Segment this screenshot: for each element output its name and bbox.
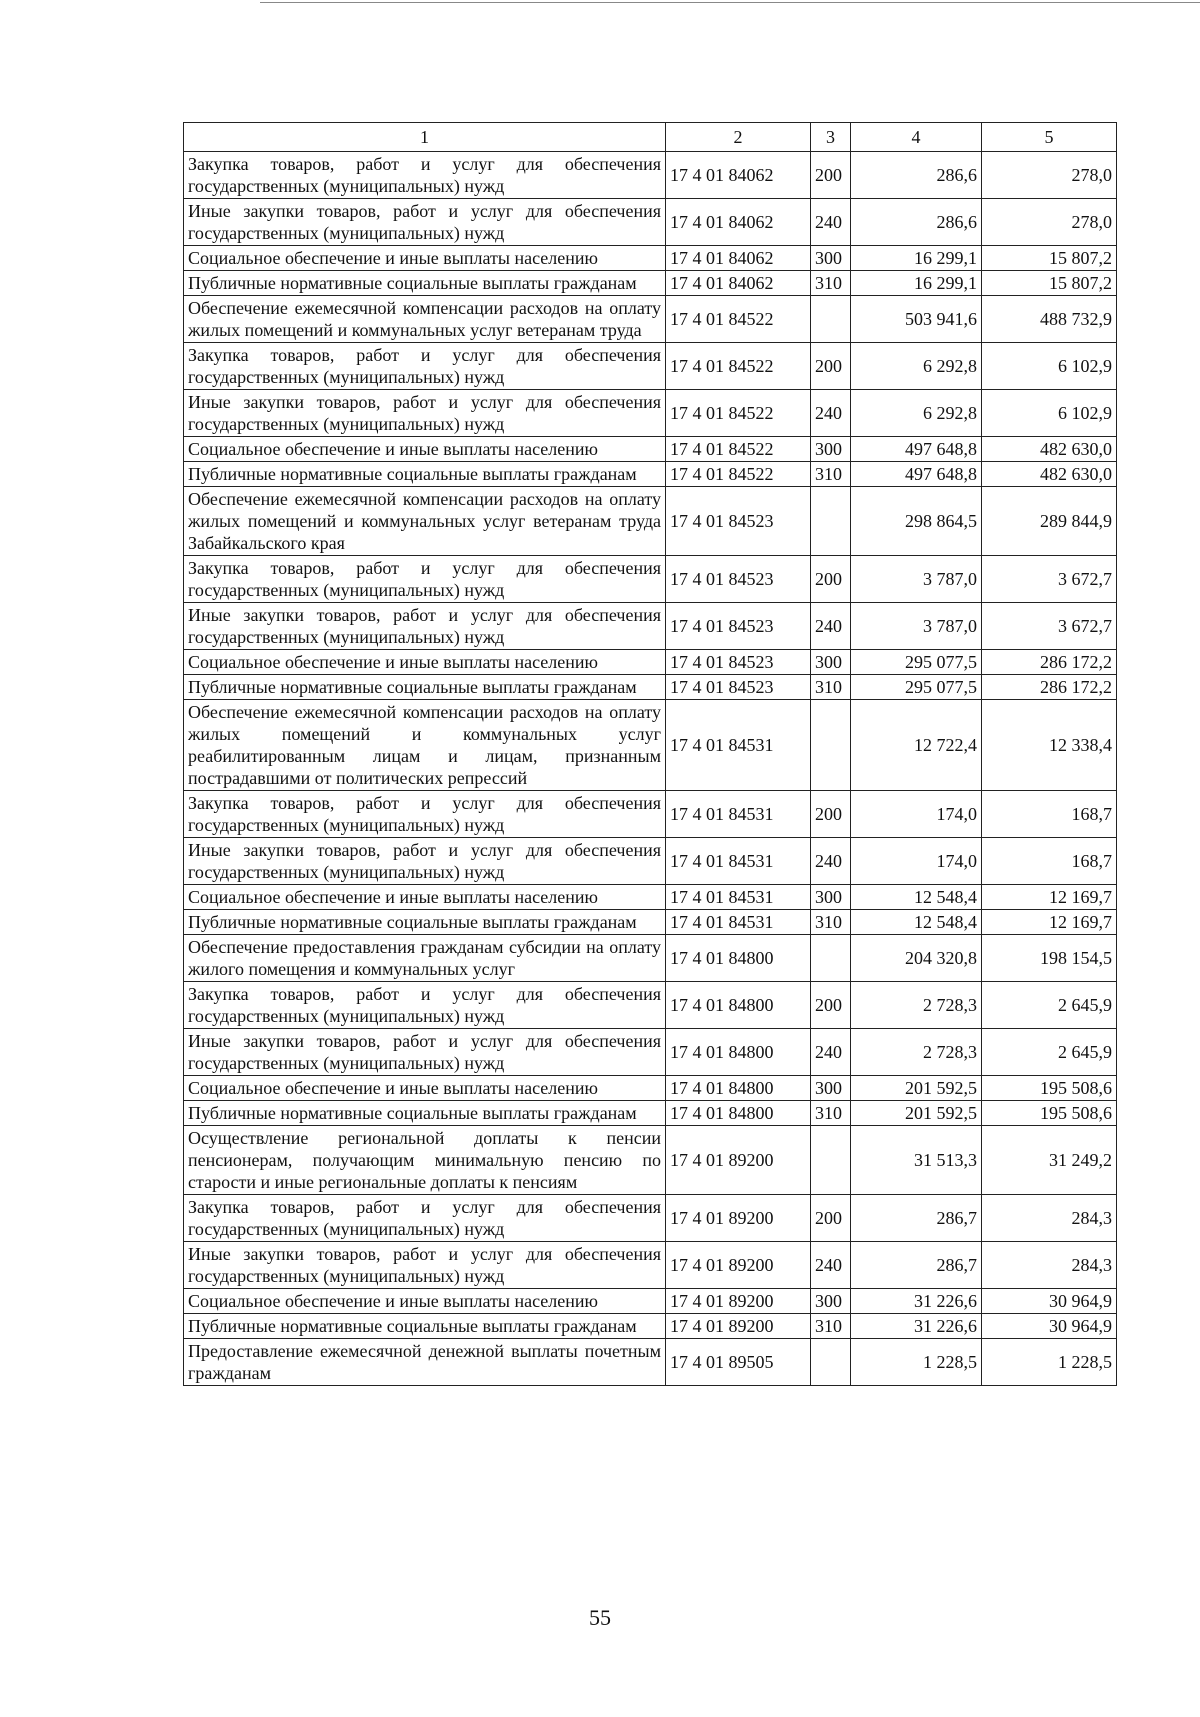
top-rule	[260, 2, 1200, 3]
row-value-col4: 31 226,6	[851, 1289, 982, 1314]
row-name: Социальное обеспечение и иные выплаты населению	[184, 885, 666, 910]
row-value-col5: 12 169,7	[982, 910, 1117, 935]
row-value-col4: 174,0	[851, 791, 982, 838]
row-value-col4: 286,6	[851, 199, 982, 246]
row-type	[811, 1126, 851, 1195]
row-type: 310	[811, 910, 851, 935]
row-name: Публичные нормативные социальные выплаты гражданам	[184, 910, 666, 935]
budget-table	[183, 122, 1117, 1386]
row-value-col4: 286,7	[851, 1195, 982, 1242]
table-row	[184, 603, 1117, 650]
table-row	[184, 885, 1117, 910]
row-name: Социальное обеспечение и иные выплаты населению	[184, 650, 666, 675]
row-name: Закупка товаров, работ и услуг для обеспечения государственных (муниципальных) нужд	[184, 982, 666, 1029]
row-code: 17 4 01 84523	[666, 675, 811, 700]
row-code: 17 4 01 89200	[666, 1195, 811, 1242]
table-row	[184, 1242, 1117, 1289]
table-row	[184, 910, 1117, 935]
row-value-col5: 482 630,0	[982, 462, 1117, 487]
row-value-col4: 1 228,5	[851, 1339, 982, 1386]
column-header-4: 4	[851, 123, 982, 152]
table-row	[184, 390, 1117, 437]
row-type: 200	[811, 343, 851, 390]
table-row	[184, 343, 1117, 390]
row-type	[811, 1339, 851, 1386]
row-value-col4: 31 513,3	[851, 1126, 982, 1195]
row-value-col5: 198 154,5	[982, 935, 1117, 982]
row-name: Закупка товаров, работ и услуг для обеспечения государственных (муниципальных) нужд	[184, 1195, 666, 1242]
row-type: 300	[811, 246, 851, 271]
row-value-col5: 3 672,7	[982, 603, 1117, 650]
row-name: Публичные нормативные социальные выплаты гражданам	[184, 675, 666, 700]
row-value-col5: 30 964,9	[982, 1314, 1117, 1339]
row-value-col4: 16 299,1	[851, 246, 982, 271]
row-value-col5: 284,3	[982, 1242, 1117, 1289]
table-body	[184, 123, 1117, 1386]
column-header-2: 2	[666, 123, 811, 152]
row-value-col4: 2 728,3	[851, 982, 982, 1029]
row-value-col5: 3 672,7	[982, 556, 1117, 603]
row-code: 17 4 01 89200	[666, 1289, 811, 1314]
row-code: 17 4 01 84800	[666, 1029, 811, 1076]
row-name: Публичные нормативные социальные выплаты гражданам	[184, 1314, 666, 1339]
table-row	[184, 199, 1117, 246]
row-value-col4: 174,0	[851, 838, 982, 885]
row-value-col4: 497 648,8	[851, 462, 982, 487]
row-code: 17 4 01 84800	[666, 1101, 811, 1126]
row-name: Иные закупки товаров, работ и услуг для обеспечения государственных (муниципальных) нужд	[184, 1029, 666, 1076]
header-row	[184, 123, 1117, 152]
row-code: 17 4 01 89505	[666, 1339, 811, 1386]
row-value-col5: 15 807,2	[982, 271, 1117, 296]
row-value-col4: 2 728,3	[851, 1029, 982, 1076]
table-row	[184, 1339, 1117, 1386]
table-row	[184, 556, 1117, 603]
row-name: Публичные нормативные социальные выплаты гражданам	[184, 1101, 666, 1126]
row-value-col4: 298 864,5	[851, 487, 982, 556]
row-value-col5: 278,0	[982, 199, 1117, 246]
row-code: 17 4 01 84062	[666, 271, 811, 296]
row-type: 300	[811, 1289, 851, 1314]
table-row	[184, 1126, 1117, 1195]
row-type	[811, 700, 851, 791]
row-value-col4: 12 722,4	[851, 700, 982, 791]
row-code: 17 4 01 84523	[666, 603, 811, 650]
row-value-col5: 15 807,2	[982, 246, 1117, 271]
column-header-5: 5	[982, 123, 1117, 152]
row-value-col5: 6 102,9	[982, 343, 1117, 390]
column-header-3: 3	[811, 123, 851, 152]
row-name: Иные закупки товаров, работ и услуг для обеспечения государственных (муниципальных) нужд	[184, 199, 666, 246]
row-type: 240	[811, 199, 851, 246]
row-name: Публичные нормативные социальные выплаты гражданам	[184, 271, 666, 296]
table-row	[184, 152, 1117, 199]
row-code: 17 4 01 84800	[666, 935, 811, 982]
row-value-col5: 195 508,6	[982, 1101, 1117, 1126]
row-name: Социальное обеспечение и иные выплаты населению	[184, 1289, 666, 1314]
row-value-col5: 2 645,9	[982, 1029, 1117, 1076]
row-code: 17 4 01 84523	[666, 487, 811, 556]
row-type: 200	[811, 791, 851, 838]
row-code: 17 4 01 84522	[666, 343, 811, 390]
table-row	[184, 246, 1117, 271]
row-type: 300	[811, 650, 851, 675]
column-header-1: 1	[184, 123, 666, 152]
row-value-col4: 201 592,5	[851, 1076, 982, 1101]
table-row	[184, 935, 1117, 982]
row-value-col5: 286 172,2	[982, 675, 1117, 700]
row-value-col5: 6 102,9	[982, 390, 1117, 437]
row-value-col4: 497 648,8	[851, 437, 982, 462]
row-code: 17 4 01 84531	[666, 885, 811, 910]
table-row	[184, 1195, 1117, 1242]
row-value-col4: 3 787,0	[851, 556, 982, 603]
row-name: Социальное обеспечение и иные выплаты населению	[184, 437, 666, 462]
row-type	[811, 935, 851, 982]
row-type: 310	[811, 462, 851, 487]
row-name: Закупка товаров, работ и услуг для обеспечения государственных (муниципальных) нужд	[184, 343, 666, 390]
table-row	[184, 700, 1117, 791]
row-value-col4: 12 548,4	[851, 885, 982, 910]
row-name: Иные закупки товаров, работ и услуг для обеспечения государственных (муниципальных) нужд	[184, 1242, 666, 1289]
row-name: Социальное обеспечение и иные выплаты населению	[184, 1076, 666, 1101]
table-row	[184, 437, 1117, 462]
table-row	[184, 487, 1117, 556]
row-value-col5: 284,3	[982, 1195, 1117, 1242]
table-row	[184, 982, 1117, 1029]
row-code: 17 4 01 84062	[666, 152, 811, 199]
table-row	[184, 1076, 1117, 1101]
row-code: 17 4 01 84522	[666, 296, 811, 343]
table-row	[184, 650, 1117, 675]
table-row	[184, 1314, 1117, 1339]
row-name: Закупка товаров, работ и услуг для обеспечения государственных (муниципальных) нужд	[184, 152, 666, 199]
row-name: Обеспечение предоставления гражданам субсидии на оплату жилого помещения и коммунальных услуг	[184, 935, 666, 982]
table-row	[184, 838, 1117, 885]
row-value-col4: 6 292,8	[851, 390, 982, 437]
row-code: 17 4 01 84062	[666, 199, 811, 246]
row-value-col5: 286 172,2	[982, 650, 1117, 675]
row-value-col4: 286,7	[851, 1242, 982, 1289]
row-value-col5: 289 844,9	[982, 487, 1117, 556]
row-type: 240	[811, 1029, 851, 1076]
row-code: 17 4 01 89200	[666, 1126, 811, 1195]
table-row	[184, 1029, 1117, 1076]
row-name: Закупка товаров, работ и услуг для обеспечения государственных (муниципальных) нужд	[184, 556, 666, 603]
row-code: 17 4 01 89200	[666, 1314, 811, 1339]
row-name: Обеспечение ежемесячной компенсации расходов на оплату жилых помещений и коммунальных услуг реабилитированным лицам и лицам, признанным пострадавшими от политических репрессий	[184, 700, 666, 791]
row-value-col5: 30 964,9	[982, 1289, 1117, 1314]
row-value-col5: 168,7	[982, 838, 1117, 885]
row-value-col4: 3 787,0	[851, 603, 982, 650]
row-type: 240	[811, 390, 851, 437]
row-value-col5: 488 732,9	[982, 296, 1117, 343]
row-type: 200	[811, 152, 851, 199]
row-type: 200	[811, 556, 851, 603]
row-code: 17 4 01 89200	[666, 1242, 811, 1289]
row-type: 200	[811, 1195, 851, 1242]
row-type: 310	[811, 1314, 851, 1339]
table-row	[184, 675, 1117, 700]
row-value-col5: 168,7	[982, 791, 1117, 838]
table-row	[184, 462, 1117, 487]
row-value-col4: 286,6	[851, 152, 982, 199]
row-value-col4: 204 320,8	[851, 935, 982, 982]
table-row	[184, 271, 1117, 296]
row-value-col4: 295 077,5	[851, 675, 982, 700]
row-name: Иные закупки товаров, работ и услуг для обеспечения государственных (муниципальных) нужд	[184, 838, 666, 885]
row-value-col4: 12 548,4	[851, 910, 982, 935]
row-code: 17 4 01 84523	[666, 650, 811, 675]
row-name: Осуществление региональной доплаты к пенсии пенсионерам, получающим минимальную пенсию по старости и иные региональные доплаты к пенсиям	[184, 1126, 666, 1195]
row-value-col4: 201 592,5	[851, 1101, 982, 1126]
row-code: 17 4 01 84800	[666, 982, 811, 1029]
row-code: 17 4 01 84531	[666, 838, 811, 885]
row-value-col5: 195 508,6	[982, 1076, 1117, 1101]
row-code: 17 4 01 84531	[666, 791, 811, 838]
row-name: Предоставление ежемесячной денежной выплаты почетным гражданам	[184, 1339, 666, 1386]
row-name: Иные закупки товаров, работ и услуг для обеспечения государственных (муниципальных) нужд	[184, 390, 666, 437]
row-type: 300	[811, 1076, 851, 1101]
row-value-col5: 482 630,0	[982, 437, 1117, 462]
row-type	[811, 296, 851, 343]
row-value-col4: 295 077,5	[851, 650, 982, 675]
row-name: Обеспечение ежемесячной компенсации расходов на оплату жилых помещений и коммунальных услуг ветеранам труда	[184, 296, 666, 343]
row-value-col5: 2 645,9	[982, 982, 1117, 1029]
row-code: 17 4 01 84531	[666, 700, 811, 791]
row-type	[811, 487, 851, 556]
row-value-col4: 31 226,6	[851, 1314, 982, 1339]
row-value-col5: 12 169,7	[982, 885, 1117, 910]
table-row	[184, 296, 1117, 343]
row-value-col5: 278,0	[982, 152, 1117, 199]
row-name: Публичные нормативные социальные выплаты гражданам	[184, 462, 666, 487]
row-value-col5: 31 249,2	[982, 1126, 1117, 1195]
row-type: 300	[811, 437, 851, 462]
row-code: 17 4 01 84531	[666, 910, 811, 935]
row-code: 17 4 01 84800	[666, 1076, 811, 1101]
row-name: Закупка товаров, работ и услуг для обеспечения государственных (муниципальных) нужд	[184, 791, 666, 838]
row-type: 310	[811, 675, 851, 700]
row-type: 310	[811, 1101, 851, 1126]
row-code: 17 4 01 84523	[666, 556, 811, 603]
table-row	[184, 1289, 1117, 1314]
row-code: 17 4 01 84522	[666, 462, 811, 487]
row-type: 300	[811, 885, 851, 910]
row-code: 17 4 01 84062	[666, 246, 811, 271]
row-code: 17 4 01 84522	[666, 437, 811, 462]
row-type: 240	[811, 603, 851, 650]
row-value-col4: 503 941,6	[851, 296, 982, 343]
row-type: 310	[811, 271, 851, 296]
row-type: 240	[811, 1242, 851, 1289]
row-value-col4: 6 292,8	[851, 343, 982, 390]
row-code: 17 4 01 84522	[666, 390, 811, 437]
row-value-col5: 12 338,4	[982, 700, 1117, 791]
row-type: 200	[811, 982, 851, 1029]
row-type: 240	[811, 838, 851, 885]
table-row	[184, 1101, 1117, 1126]
page-number: 55	[589, 1605, 611, 1630]
row-name: Социальное обеспечение и иные выплаты населению	[184, 246, 666, 271]
row-value-col5: 1 228,5	[982, 1339, 1117, 1386]
row-value-col4: 16 299,1	[851, 271, 982, 296]
row-name: Иные закупки товаров, работ и услуг для обеспечения государственных (муниципальных) нужд	[184, 603, 666, 650]
table-row	[184, 791, 1117, 838]
row-name: Обеспечение ежемесячной компенсации расходов на оплату жилых помещений и коммунальных услуг ветеранам труда Забайкальского края	[184, 487, 666, 556]
